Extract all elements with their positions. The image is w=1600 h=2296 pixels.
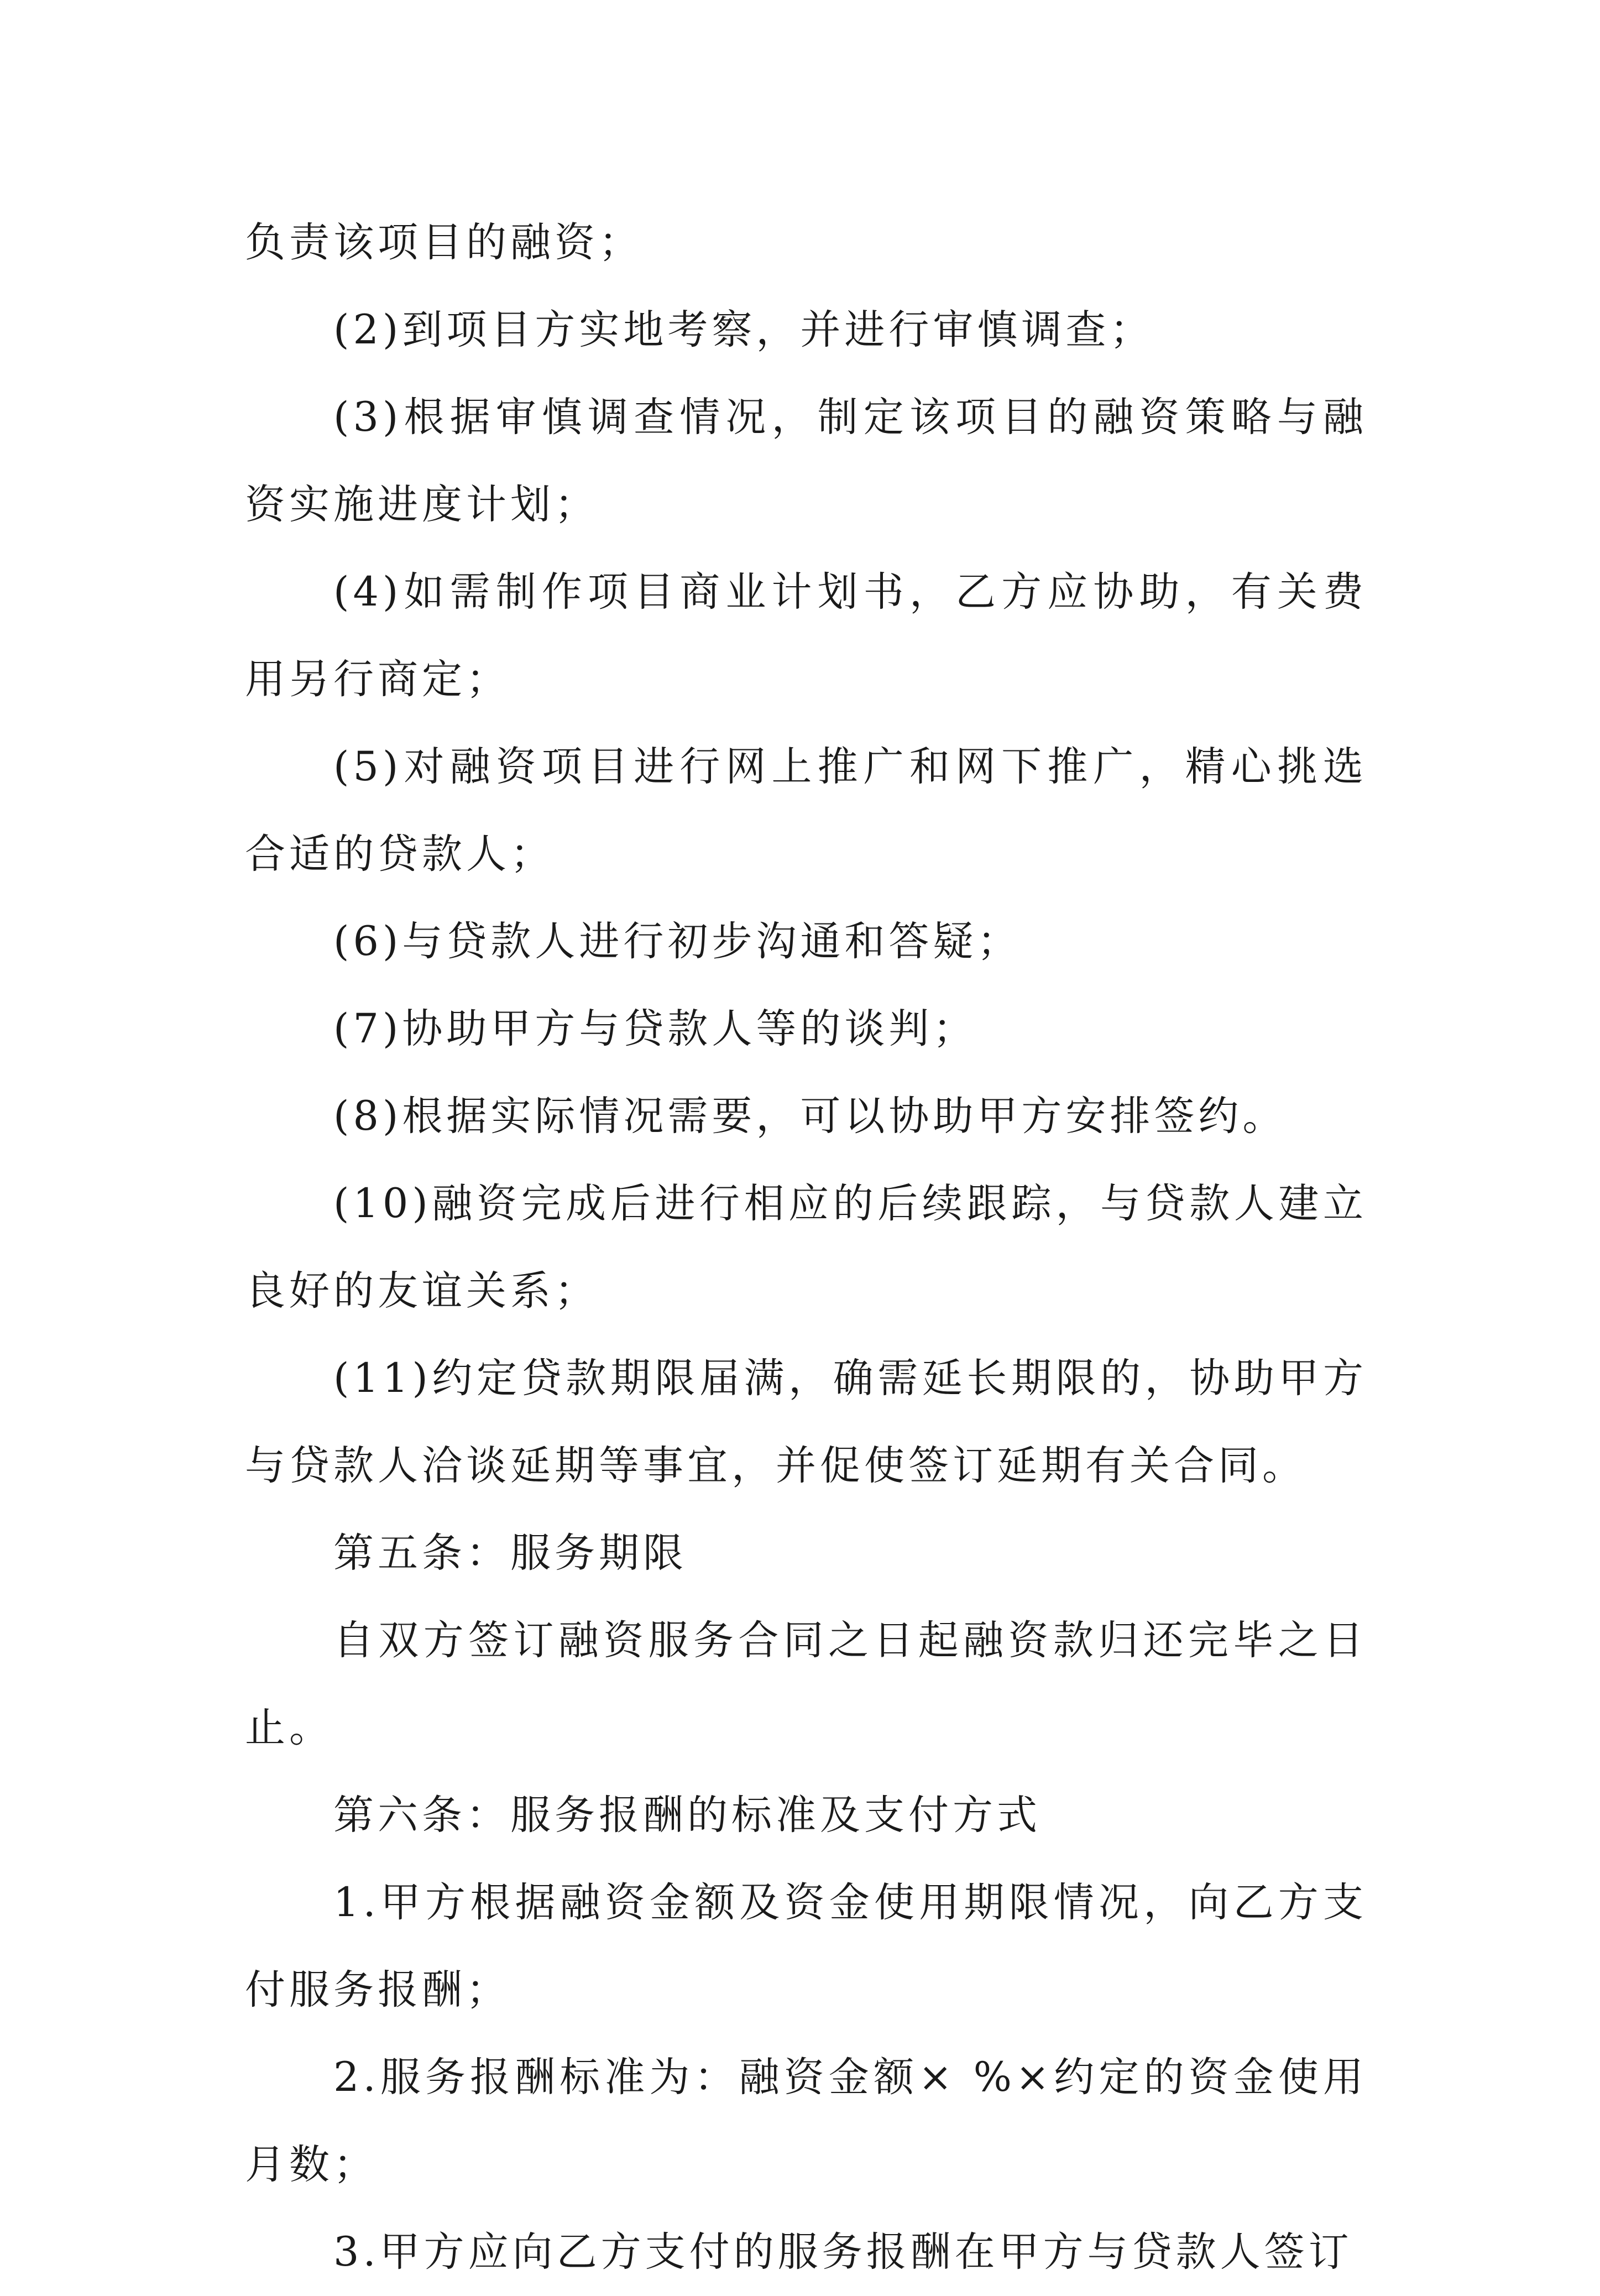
heading-article-5: 第五条：服务期限 bbox=[333, 1530, 687, 1577]
paragraph-payment-3: 3.甲方应向乙方支付的服务报酬在甲方与贷款人签订 bbox=[333, 2229, 1353, 2276]
paragraph-item-3: (3)根据审慎调查情况，制定该项目的融资策略与融资实施进度计划； bbox=[245, 394, 1367, 528]
paragraph-item-10: (10)融资完成后进行相应的后续跟踪，与贷款人建立良好的友谊关系； bbox=[245, 1180, 1367, 1314]
paragraph-financing-responsibility: 负责该项目的融资； bbox=[245, 219, 643, 266]
paragraph-item-11: (11)约定贷款期限届满，确需延长期限的，协助甲方与贷款人洽谈延期等事宜，并促使签订延期有关合同。 bbox=[245, 1355, 1367, 1489]
paragraph-item-7: (7)协助甲方与贷款人等的谈判； bbox=[333, 1005, 977, 1052]
paragraph-item-5: (5)对融资项目进行网上推广和网下推广，精心挑选合适的贷款人； bbox=[245, 743, 1367, 878]
paragraph-item-8: (8)根据实际情况需要，可以协助甲方安排签约。 bbox=[333, 1093, 1287, 1140]
heading-article-6: 第六条：服务报酬的标准及支付方式 bbox=[333, 1792, 1041, 1839]
paragraph-item-4: (4)如需制作项目商业计划书，乙方应协助，有关费用另行商定； bbox=[245, 568, 1367, 703]
paragraph-item-6: (6)与贷款人进行初步沟通和答疑； bbox=[333, 918, 1022, 965]
paragraph-service-period: 自双方签订融资服务合同之日起融资款归还完毕之日止。 bbox=[245, 1617, 1367, 1751]
paragraph-item-2: (2)到项目方实地考察，并进行审慎调查； bbox=[333, 306, 1154, 353]
paragraph-payment-2: 2.服务报酬标准为：融资金额× %×约定的资金使用月数； bbox=[245, 2054, 1367, 2188]
document-body bbox=[245, 199, 1367, 2296]
paragraph-payment-1: 1.甲方根据融资金额及资金使用期限情况，向乙方支付服务报酬； bbox=[245, 1879, 1367, 2013]
